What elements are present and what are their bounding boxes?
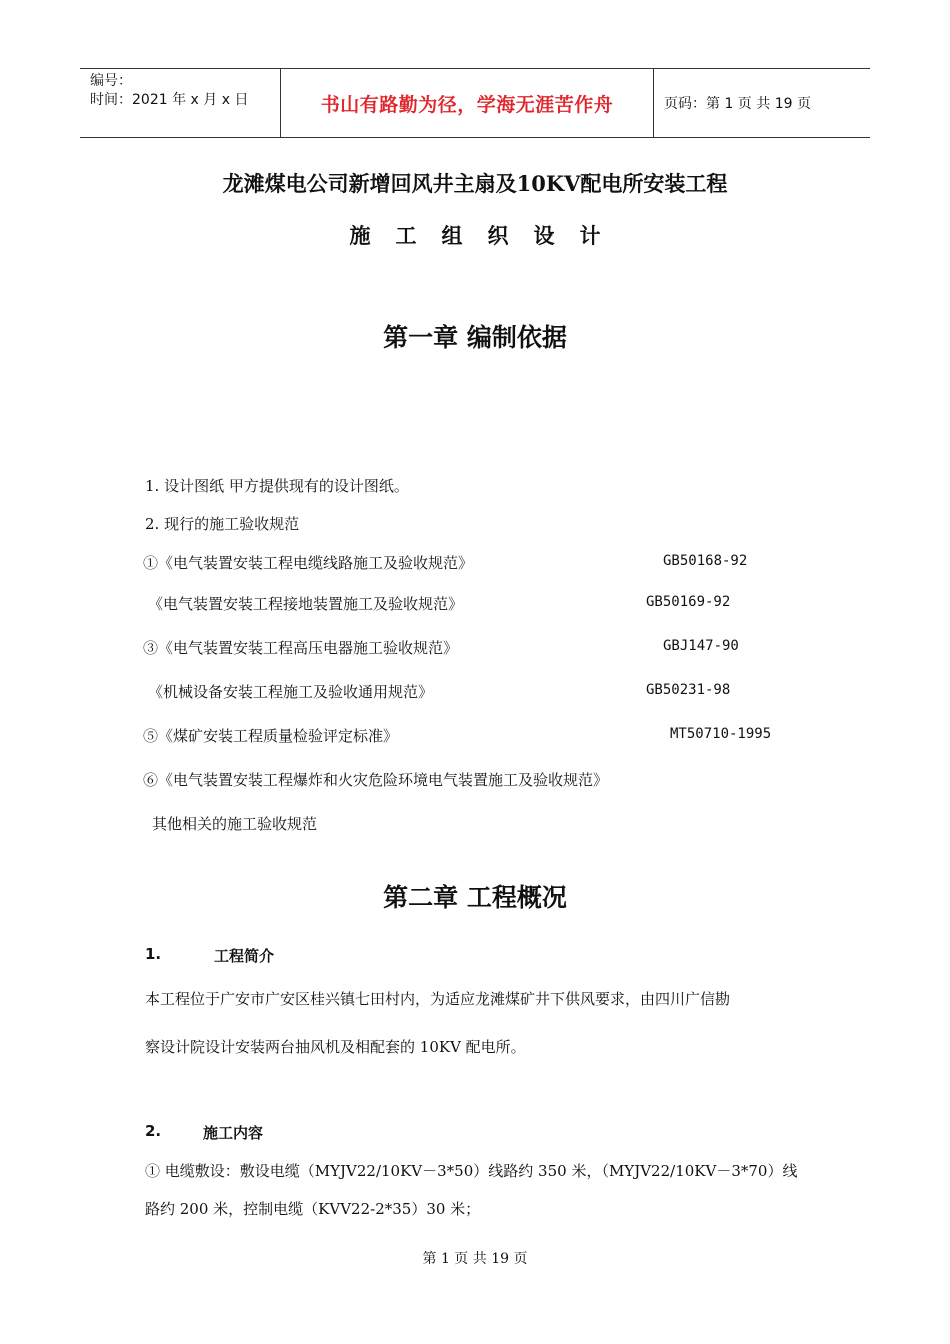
chapter-1-heading: 第一章 编制依据 — [383, 323, 567, 352]
header-page-info: 页码：第 1 页 共 19 页 — [664, 96, 811, 112]
section-1-title: 工程简介 — [214, 947, 275, 965]
section-2-paragraph: 路约 200 米，控制电缆（KVV22-2*35）30 米； — [145, 1200, 481, 1218]
standard-name: ⑤《煤矿安装工程质量检验评定标准》 — [143, 727, 399, 745]
standard-code: GB50169-92 — [646, 594, 731, 610]
section-2-number: 2. — [145, 1122, 162, 1140]
standard-code: GB50168-92 — [663, 553, 748, 569]
basis-item-2: 2. 现行的施工验收规范 — [145, 515, 300, 533]
section-1-paragraph: 本工程位于广安市广安区桂兴镇七田村内，为适应龙滩煤矿井下供风要求，由四川广信勘 — [145, 990, 731, 1008]
basis-item-1: 1. 设计图纸 甲方提供现有的设计图纸。 — [145, 477, 409, 495]
header-motto-cell — [281, 69, 654, 137]
standard-name: 其他相关的施工验收规范 — [152, 815, 318, 833]
section-2-title: 施工内容 — [203, 1124, 264, 1142]
standard-name: ①《电气装置安装工程电缆线路施工及验收规范》 — [143, 554, 474, 572]
document-subtitle: 施工组织设计 — [349, 223, 626, 248]
section-2-paragraph: ① 电缆敷设：敷设电缆（MYJV22/10KV－3*50）线路约 350 米，（MYJV22/10KV－3*70）线 — [145, 1162, 798, 1180]
document-number: 编号： — [90, 73, 132, 89]
page-header — [80, 68, 870, 138]
standard-code: GB50231-98 — [646, 682, 731, 698]
document-date: 时间：2021 年 x 月 x 日 — [90, 92, 249, 108]
standard-name: 《电气装置安装工程接地装置施工及验收规范》 — [148, 595, 464, 613]
page-footer: 第 1 页 共 19 页 — [422, 1251, 528, 1267]
standard-code: MT50710-1995 — [670, 726, 772, 742]
section-1-paragraph: 察设计院设计安装两台抽风机及相配套的 10KV 配电所。 — [145, 1038, 526, 1056]
standard-name: ⑥《电气装置安装工程爆炸和火灾危险环境电气装置施工及验收规范》 — [143, 771, 609, 789]
document-title: 龙滩煤电公司新增回风井主扇及10KV配电所安装工程 — [222, 171, 728, 196]
header-meta — [80, 69, 281, 137]
standard-name: 《机械设备安装工程施工及验收通用规范》 — [148, 683, 434, 701]
header-motto: 书山有路勤为径，学海无涯苦作舟 — [320, 93, 614, 116]
chapter-2-heading: 第二章 工程概况 — [383, 883, 567, 912]
standard-code: GBJ147-90 — [663, 638, 739, 654]
standard-name: ③《电气装置安装工程高压电器施工验收规范》 — [143, 639, 459, 657]
section-1-number: 1. — [145, 945, 162, 963]
